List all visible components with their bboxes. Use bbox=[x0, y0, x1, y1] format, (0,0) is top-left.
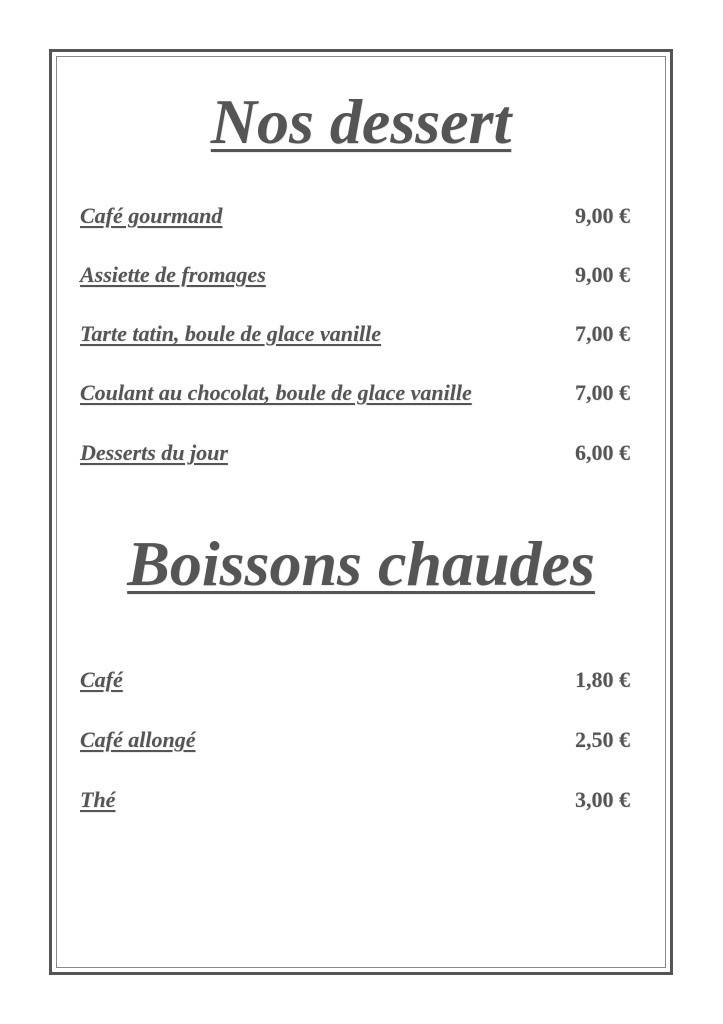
item-price: 7,00 € bbox=[575, 321, 630, 346]
menu-item-cafe-gourmand bbox=[80, 201, 630, 231]
desserts-title: Nos dessert bbox=[210, 86, 512, 157]
item-name: Assiette de fromages bbox=[80, 262, 266, 287]
item-price: 9,00 € bbox=[575, 262, 630, 287]
menu-item-coulant-chocolat bbox=[80, 378, 630, 408]
item-price: 3,00 € bbox=[575, 787, 630, 812]
item-name: Coulant au chocolat, boule de glace vanille bbox=[80, 380, 472, 405]
menu-item-cafe bbox=[80, 665, 630, 695]
menu-item-desserts-du-jour bbox=[80, 438, 630, 468]
item-name: Thé bbox=[80, 787, 116, 812]
item-price: 7,00 € bbox=[575, 380, 630, 405]
item-price: 1,80 € bbox=[575, 667, 630, 692]
item-name: Café allongé bbox=[80, 727, 196, 752]
item-name: Tarte tatin, boule de glace vanille bbox=[80, 321, 382, 346]
menu-item-tarte-tatin bbox=[80, 319, 630, 349]
item-price: 6,00 € bbox=[575, 440, 630, 465]
item-price: 2,50 € bbox=[575, 727, 630, 752]
menu-inner-border bbox=[56, 56, 666, 968]
boissons-title: Boissons chaudes bbox=[127, 528, 595, 599]
item-name: Café bbox=[80, 667, 123, 692]
item-name: Café gourmand bbox=[80, 203, 223, 228]
menu-item-the bbox=[80, 785, 630, 815]
menu-item-assiette-fromages bbox=[80, 260, 630, 290]
menu-item-cafe-allonge bbox=[80, 725, 630, 755]
menu-page-frame bbox=[49, 49, 673, 975]
item-name: Desserts du jour bbox=[80, 440, 228, 465]
item-price: 9,00 € bbox=[575, 203, 630, 228]
